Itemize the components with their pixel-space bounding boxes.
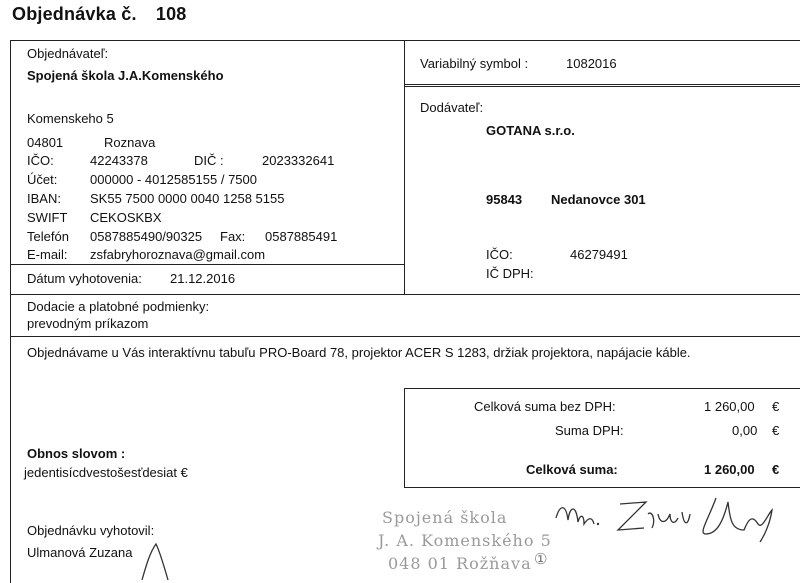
amount-words-value: jedentisícdvestošesťdesiat € [24,465,188,480]
stamp-line-2: J. A. Komenského 5 [378,531,552,550]
orderer-ico: 42243378 [90,153,148,168]
supplier-city: Nedanovce 301 [551,192,646,207]
terms-heading: Dodacie a platobné podmienky: [27,299,210,314]
variable-symbol-label: Variabilný symbol : [420,56,529,71]
frame-top [10,40,800,41]
orderer-email: zsfabryhoroznava@gmail.com [90,247,266,262]
net-total-value: 1 260,00 [704,399,755,414]
orderer-street: Komenskeho 5 [27,111,114,126]
orderer-dic: 2023332641 [262,153,335,168]
issue-date: 21.12.2016 [170,271,236,286]
stamp-number: ① [534,550,549,568]
title-label: Objednávka č. [12,4,137,24]
issue-date-label: Dátum vyhotovenia: [27,271,142,286]
header-bottom-border [10,294,800,295]
orderer-iban: SK55 7500 0000 0040 1258 5155 [90,191,285,206]
vat-label: Suma DPH: [555,423,624,438]
totals-box-left [404,388,405,488]
orderer-phone: 0587885490/90325 [90,229,203,244]
orderer-ico-label: IČO: [27,153,54,168]
frame-left [10,40,11,583]
stamp-line-3: 048 01 Rožňava [388,554,532,573]
totals-box-bottom [404,487,800,488]
net-total-currency: € [772,399,780,414]
vs-bottom-border [404,84,800,85]
orderer-name: Spojená škola J.A.Komenského [27,68,224,83]
document-title [12,4,187,25]
amount-words-label: Obnos slovom : [27,446,126,461]
orderer-city: Roznava [104,135,156,150]
supplier-ico: 46279491 [570,247,628,262]
variable-symbol-value: 1082016 [566,56,617,71]
order-text: Objednávame u Vás interaktívnu tabuľu PRO-Board 78, projektor ACER S 1283, držiak projektora, napájacie káble. [27,345,691,360]
orderer-email-label: E-mail: [27,247,68,262]
net-total-label: Celková suma bez DPH: [474,399,616,414]
vat-value: 0,00 [732,423,758,438]
grand-total-label: Celková suma: [526,462,618,477]
supplier-ico-label: IČO: [486,247,513,262]
orderer-right-border [404,40,405,294]
supplier-name: GOTANA s.r.o. [486,123,575,138]
orderer-iban-label: IBAN: [27,191,61,206]
supplier-zip: 95843 [486,192,523,207]
vat-currency: € [772,423,780,438]
grand-total-value: 1 260,00 [704,462,755,477]
handwritten-mark [138,536,182,582]
terms-value: prevodným príkazom [27,316,149,331]
date-top-border [10,264,404,265]
supplier-heading: Dodávateľ: [420,100,484,115]
prepared-by-label: Objednávku vyhotovil: [27,523,155,538]
supplier-top-edge [404,86,800,87]
order-number: 108 [155,4,187,24]
orderer-swift: CEKOSKBX [90,210,162,225]
stamp-line-1: Spojená škola [382,508,508,527]
terms-bottom-border [10,336,800,337]
orderer-swift-label: SWIFT [27,210,68,225]
orderer-heading: Objednávateľ: [27,46,109,61]
orderer-phone-label: Telefón [27,229,69,244]
orderer-dic-label: DIČ : [194,153,224,168]
orderer-account: 000000 - 4012585155 / 7500 [90,172,257,187]
orderer-account-label: Účet: [27,172,58,187]
signature-image [548,490,800,550]
orderer-fax-label: Fax: [220,229,246,244]
supplier-icdph-label: IČ DPH: [486,266,534,281]
grand-total-currency: € [772,462,780,477]
prepared-by-name: Ulmanová Zuzana [27,545,133,560]
orderer-fax: 0587885491 [265,229,338,244]
orderer-zip: 04801 [27,135,64,150]
totals-box-top [404,388,800,389]
